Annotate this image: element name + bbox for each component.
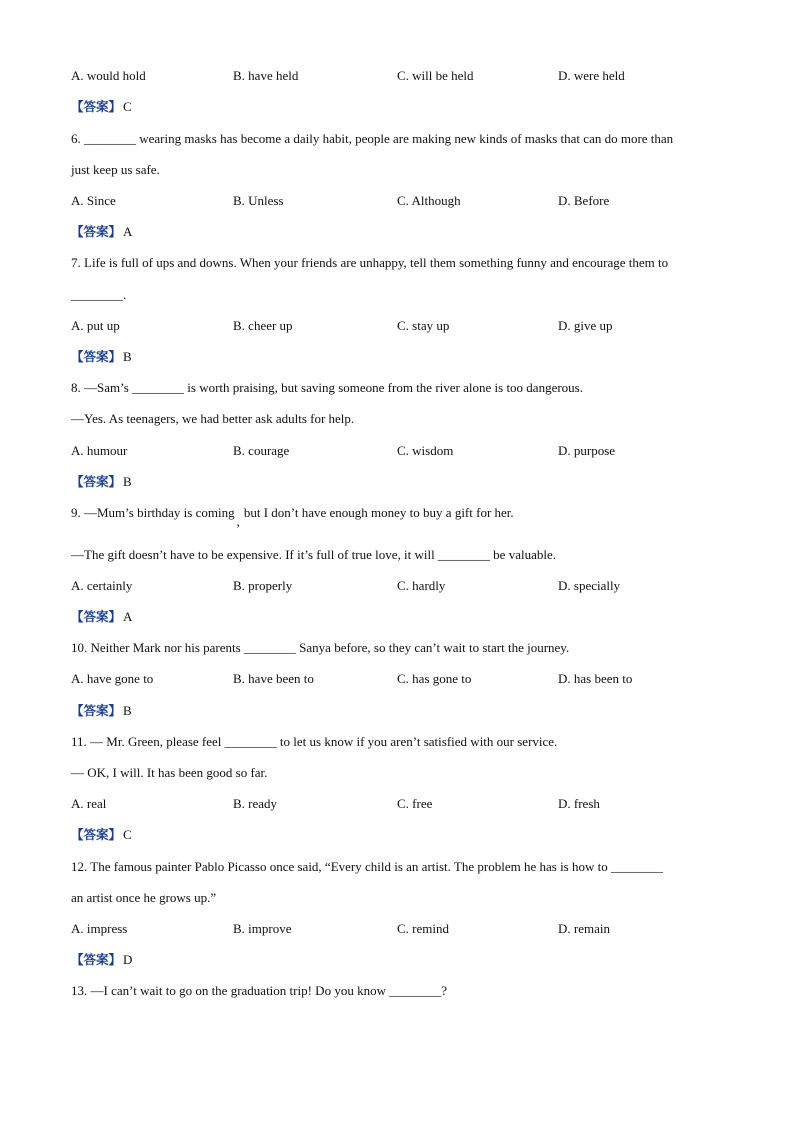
q5-option-a: A. would hold: [71, 68, 146, 83]
q11-option-d: D. fresh: [558, 796, 600, 811]
q9-answer: [71, 608, 132, 626]
q6-option-d: D. Before: [558, 193, 610, 208]
q8-option-c: C. wisdom: [397, 443, 454, 458]
q6-option-a: A. Since: [71, 193, 116, 208]
q9-stem-part1: 9. —Mum’s birthday is coming: [71, 505, 235, 520]
q8-option-a: A. humour: [71, 443, 128, 458]
q11-options: [71, 795, 731, 813]
q10-option-b: B. have been to: [233, 671, 314, 686]
q6-answer: [71, 223, 132, 241]
answer-letter: D: [123, 952, 133, 967]
q5-option-d: D. were held: [558, 68, 625, 83]
q11-option-c: C. free: [397, 796, 433, 811]
q9-stem-part2: but I don’t have enough money to buy a gift for her.: [243, 505, 514, 520]
q8-stem-line1: 8. —Sam’s ________ is worth praising, but saving someone from the river alone is too dangerous.: [71, 380, 583, 395]
q9-stray-comma: ,: [236, 514, 240, 529]
answer-tag: 【答案】: [71, 827, 122, 842]
q6-option-c: C. Although: [397, 193, 461, 208]
q9-option-b: B. properly: [233, 578, 293, 593]
q11-answer: [71, 826, 132, 844]
q9-option-a: A. certainly: [71, 578, 133, 593]
answer-tag: 【答案】: [71, 703, 122, 718]
q11-option-a: A. real: [71, 796, 107, 811]
q10-option-a: A. have gone to: [71, 671, 154, 686]
q12-stem-line1: 12. The famous painter Pablo Picasso once said, “Every child is an artist. The problem he has is how to ________: [71, 859, 663, 874]
q9-options: [71, 577, 731, 595]
answer-tag: 【答案】: [71, 952, 122, 967]
q11-stem-line1: 11. — Mr. Green, please feel ________ to let us know if you aren’t satisfied with our service.: [71, 734, 558, 749]
answer-letter: A: [123, 609, 133, 624]
q10-option-c: C. has gone to: [397, 671, 472, 686]
q7-option-b: B. cheer up: [233, 318, 293, 333]
q7-answer: [71, 348, 132, 366]
q12-option-c: C. remind: [397, 921, 449, 936]
q12-option-a: A. impress: [71, 921, 128, 936]
answer-tag: 【答案】: [71, 609, 122, 624]
q9-option-c: C. hardly: [397, 578, 446, 593]
q10-option-d: D. has been to: [558, 671, 633, 686]
q7-options: [71, 317, 731, 335]
answer-tag: 【答案】: [71, 224, 122, 239]
q9-stem-line1: [71, 504, 514, 529]
q10-answer: [71, 702, 132, 720]
q9-option-d: D. specially: [558, 578, 621, 593]
q12-stem-line2: an artist once he grows up.”: [71, 890, 217, 905]
q12-answer: [71, 951, 132, 969]
q11-option-b: B. ready: [233, 796, 278, 811]
q7-option-d: D. give up: [558, 318, 613, 333]
answer-letter: C: [123, 99, 132, 114]
q5-option-b: B. have held: [233, 68, 299, 83]
q6-option-b: B. Unless: [233, 193, 284, 208]
q11-stem-line2: — OK, I will. It has been good so far.: [71, 765, 268, 780]
q5-answer: [71, 98, 132, 116]
answer-letter: B: [123, 474, 132, 489]
q7-option-a: A. put up: [71, 318, 120, 333]
q12-option-b: B. improve: [233, 921, 292, 936]
q5-options: [71, 67, 731, 85]
answer-tag: 【答案】: [71, 474, 122, 489]
q6-stem-line1: 6. ________ wearing masks has become a daily habit, people are making new kinds of masks that can do more than: [71, 131, 674, 146]
q10-stem-line1: 10. Neither Mark nor his parents ________ Sanya before, so they can’t wait to start the journey.: [71, 640, 570, 655]
q6-stem-line2: just keep us safe.: [71, 162, 160, 177]
q9-stem-line2: —The gift doesn’t have to be expensive. If it’s full of true love, it will ________ be valuable.: [71, 547, 556, 562]
answer-letter: C: [123, 827, 132, 842]
q7-stem-line1: 7. Life is full of ups and downs. When your friends are unhappy, tell them something funny and encourage them to: [71, 255, 669, 270]
q8-answer: [71, 473, 132, 491]
q13-stem-line1: 13. —I can’t wait to go on the graduation trip! Do you know ________?: [71, 983, 447, 998]
q7-stem-line2: ________.: [71, 287, 127, 302]
q8-stem-line2: —Yes. As teenagers, we had better ask adults for help.: [71, 411, 355, 426]
q12-option-d: D. remain: [558, 921, 610, 936]
q10-options: [71, 670, 731, 688]
q5-option-c: C. will be held: [397, 68, 474, 83]
q6-options: [71, 192, 731, 210]
q8-option-b: B. courage: [233, 443, 290, 458]
answer-letter: A: [123, 224, 133, 239]
answer-letter: B: [123, 703, 132, 718]
answer-tag: 【答案】: [71, 99, 122, 114]
q7-option-c: C. stay up: [397, 318, 450, 333]
q8-options: [71, 442, 731, 460]
q8-option-d: D. purpose: [558, 443, 616, 458]
answer-tag: 【答案】: [71, 349, 122, 364]
q12-options: [71, 920, 731, 938]
answer-letter: B: [123, 349, 132, 364]
